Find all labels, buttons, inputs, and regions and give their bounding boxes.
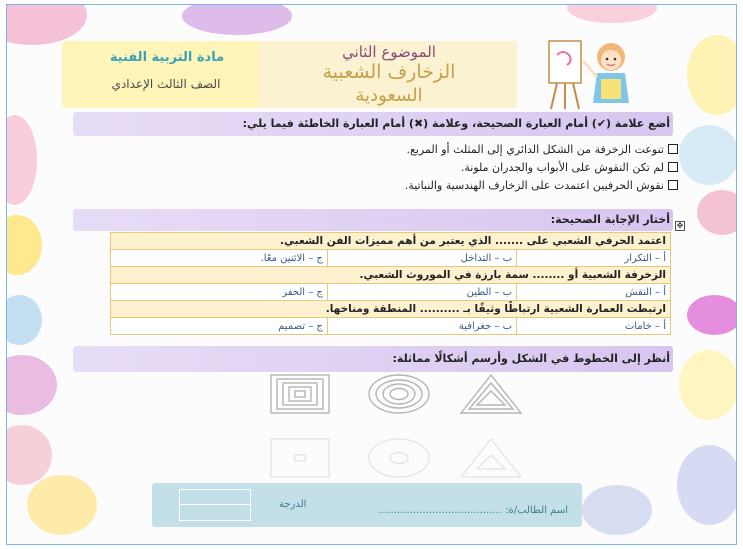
question-2: الزخرفة الشعبية أو ........ سمة بارزة في الموروث الشعبي. <box>111 267 671 284</box>
options-row <box>111 250 671 267</box>
painter-girl-illustration <box>527 35 647 111</box>
statement-2: لم تكن النقوش على الأبواب والجدران ملونة. <box>461 161 678 174</box>
section3-instruction: أنظر إلى الخطوط في الشكل وأرسم أشكالًا مماثلة: <box>392 352 670 365</box>
pattern-shapes <box>269 373 529 415</box>
section1-instruction: أضع علامة (✔) أمام العبارة الصحيحة، وعلامة (✖) أمام العبارة الخاطئة فيما يلي: <box>242 117 670 130</box>
statement-3: نقوش الحرفيين اعتمدت على الزخارف الهندسية والنباتية. <box>405 179 678 192</box>
section2-instruction: أختار الإجابة الصحيحة: <box>550 213 670 226</box>
paint-blob <box>6 425 52 485</box>
statement-1: تنوعت الزخرفة من الشكل الدائري إلى المثلث أو المربع. <box>407 143 679 156</box>
option-a[interactable]: أ – التكرار <box>517 250 671 267</box>
options-row <box>111 318 671 335</box>
paint-blob <box>6 295 42 345</box>
option-b[interactable]: ب – الطين <box>327 284 516 301</box>
option-c[interactable]: ج – تصميم <box>111 318 328 335</box>
question-row <box>111 301 671 318</box>
checkbox-icon[interactable] <box>668 180 678 190</box>
student-name-field[interactable]: اسم الطالب/ة: ....................................... <box>377 505 568 516</box>
paint-blob <box>27 475 97 535</box>
paint-blob <box>687 295 737 335</box>
paint-blob <box>677 445 737 525</box>
checkbox-icon[interactable] <box>668 162 678 172</box>
subject-label: مادة التربية الفنية <box>109 50 225 65</box>
checkbox-icon[interactable] <box>668 144 678 154</box>
worksheet-frame <box>6 4 737 545</box>
topic-title: الزخارف الشعبية <box>322 61 456 83</box>
option-b[interactable]: ب – التداخل <box>327 250 516 267</box>
paint-blob <box>679 350 737 420</box>
option-a[interactable]: أ – خامات <box>517 318 671 335</box>
paint-blob <box>6 355 57 415</box>
nested-squares <box>271 375 329 413</box>
option-c[interactable]: ج – الاثنين معًا. <box>111 250 328 267</box>
nested-triangles <box>461 375 521 413</box>
paint-blob <box>679 125 737 185</box>
topic-title-line2: السعودية <box>355 85 423 106</box>
score-box[interactable] <box>179 489 251 521</box>
option-b[interactable]: ب – جغرافية <box>327 318 516 335</box>
question-3: ارتبطت العمارة الشعبية ارتباطًا وثيقًا بـ .......... المنطقة ومناخها. <box>111 301 671 318</box>
question-row <box>111 233 671 250</box>
move-icon[interactable]: ✥ <box>676 221 684 230</box>
paint-blob <box>182 4 292 35</box>
paint-blob <box>697 190 737 235</box>
topic-number: الموضوع الثاني <box>342 43 436 61</box>
question-1: اعتمد الحرفي الشعبي على ....... الذي يعتبر من أهم مميزات الفن الشعبي. <box>111 233 671 250</box>
concentric-circles <box>369 375 429 413</box>
question-row <box>111 267 671 284</box>
options-row <box>111 284 671 301</box>
grade-label: الصف الثالث الإعدادي <box>111 77 221 91</box>
drawing-area[interactable] <box>269 437 529 479</box>
option-c[interactable]: ج – الحفر <box>111 284 328 301</box>
mcq-table <box>110 232 671 335</box>
paint-blob <box>582 485 652 535</box>
paint-blob <box>567 4 657 23</box>
paint-blob <box>687 35 737 115</box>
score-label: الدرجة <box>279 499 307 510</box>
paint-blob <box>6 115 37 205</box>
option-a[interactable]: أ – النقش <box>517 284 671 301</box>
paint-blob <box>6 4 87 45</box>
paint-blob <box>6 215 42 275</box>
